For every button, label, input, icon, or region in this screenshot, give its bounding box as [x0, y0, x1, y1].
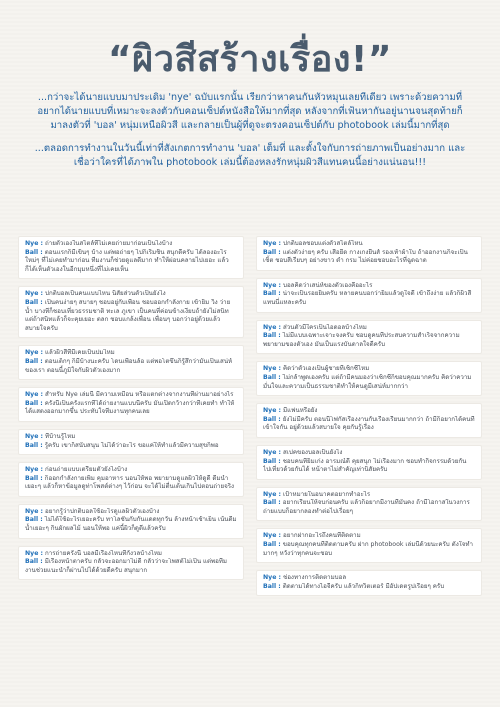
dialogue-text: ตอนแรกก็มีเขินๆ บ้าง แต่พอถ่ายๆ ไปก็เริ่มชิน สนุกดีครับ ได้ลองอะไรใหม่ๆ ที่ไม่เคยทำมาก่อน ทีมงานก็ช่วยดูแลดีมาก ทำให้ผ่อนคลายไปเยอะ แล้วก็ได้เห็นตัวเองในอีกมุมหนึ่งที่ไม่เคยเห็น	[25, 248, 229, 273]
speaker-label: Ball :	[263, 290, 281, 298]
speaker-label: Nye :	[263, 407, 282, 415]
dialogue-text: การถ่ายครั้งนี้ บอลมีเรื่องไหนที่กังวลบ้างไหม	[45, 549, 163, 557]
speaker-label: Nye :	[25, 549, 44, 557]
dialogue-line	[25, 349, 237, 358]
dialogue-text: ครั้งนี้เป็นครั้งแรกที่ได้ถ่ายงานแบบนี้ครับ มันเปิดกว้างกว่าที่เคยทำ ทำให้ได้แสดงออกมากขึ้น ประทับใจทีมงานทุกคนเลย	[25, 399, 235, 416]
speaker-label: Nye :	[25, 507, 44, 515]
dialogue-text: ไม่กล้าพูดเองครับ แต่ถ้ามีคนมองว่าเซ็กซี่ก็ขอบคุณมากครับ คิดว่าความมั่นใจและความเป็นธรรมชาติทำให้คนดูมีเสน่ห์มากกว่า	[263, 373, 472, 390]
speaker-label: Nye :	[25, 391, 44, 399]
speaker-label: Ball :	[25, 357, 43, 365]
dialogue-line	[263, 332, 475, 349]
dialogue-line	[263, 324, 475, 333]
speaker-label: Ball :	[25, 441, 43, 449]
dialogue-text: ก่อนถ่ายแบบเตรียมตัวยังไงบ้าง	[45, 466, 128, 474]
interview-card	[18, 286, 244, 338]
dialogue-line	[25, 358, 237, 375]
dialogue-text: บอลคิดว่าเสน่ห์ของตัวเองคืออะไร	[283, 281, 373, 289]
speaker-label: Nye :	[263, 574, 282, 582]
speaker-label: Nye :	[25, 290, 44, 298]
dialogue-line	[263, 249, 475, 266]
dialogue-line	[25, 299, 237, 333]
dialogue-text: ช่องทางการติดตามบอล	[283, 574, 347, 582]
interview-card	[256, 236, 482, 271]
dialogue-line	[263, 374, 475, 391]
dialogue-text: คิดว่าตัวเองเป็นผู้ชายที่เซ็กซี่ไหม	[283, 365, 370, 373]
speaker-label: Ball :	[263, 457, 281, 465]
dialogue-text: ส่วนตัวมีใครเป็นไอดอลบ้างไหม	[283, 323, 367, 331]
speaker-label: Ball :	[263, 541, 281, 549]
speaker-label: Ball :	[263, 332, 281, 340]
interview-card	[18, 504, 244, 539]
speaker-label: Ball :	[263, 499, 281, 507]
interview-card	[256, 278, 482, 313]
interview-card	[256, 361, 482, 396]
dialogue-text: ติดตามได้ทางไอจีครับ แล้วก็ทวิตเตอร์ มีอัปเดตรูปเรื่อยๆ ครับ	[282, 582, 445, 590]
interview-card	[18, 429, 244, 455]
speaker-label: Ball :	[25, 516, 43, 524]
dialogue-text: ยังไม่มีครับ ตอนนี้โฟกัสเรื่องงานกับเรื่องเรียนมากกว่า ถ้ามีก็อยากได้คนที่เข้าใจกัน อยู่ด้วยแล้วสบายใจ คุยกันรู้เรื่อง	[263, 415, 475, 432]
dialogue-line	[25, 433, 237, 442]
speaker-label: Nye :	[25, 349, 44, 357]
speaker-label: Nye :	[25, 240, 44, 247]
dialogue-text: รู้ครับ เขาก็สนับสนุน ไม่ได้ว่าอะไร ขอแค่ให้ทำแล้วมีความสุขก็พอ	[44, 441, 219, 449]
dialogue-text: สำหรับ Nye เล่มนี้ มีความเหมือน หรือแตกต่างจากงานที่ผ่านมาอย่างไร	[45, 391, 234, 399]
speaker-label: Ball :	[25, 248, 43, 256]
dialogue-line	[25, 290, 237, 299]
dialogue-text: ไม่มีแบบเฉพาะเจาะจงครับ ชอบดูคนที่ประสบความสำเร็จจากความพยายามของตัวเอง มันเป็นแรงบันดาลใจดีครับ	[263, 332, 460, 348]
speaker-label: Nye :	[263, 490, 282, 498]
dialogue-text: สเปคของบอลเป็นยังไง	[283, 448, 343, 456]
speaker-label: Ball :	[25, 399, 43, 407]
speaker-label: Nye :	[263, 448, 282, 456]
dialogue-text: ชอบคนที่ยิ้มเก่ง อารมณ์ดี คุยสนุก ไม่เรื่องมาก ชอบทำกิจกรรมด้วยกัน ไปเที่ยวด้วยกันได้ หน้าตาไม่สำคัญเท่านิสัยครับ	[263, 457, 467, 474]
interview-card	[256, 320, 482, 355]
dialogue-line	[263, 449, 475, 458]
dialogue-text: แล้วผิวสีที่มีเคยเป็นปมไหม	[45, 349, 115, 357]
interview-left-column	[18, 236, 244, 603]
dialogue-text: อยากฝากอะไรถึงคนที่ติดตาม	[283, 532, 361, 540]
dialogue-line	[25, 442, 237, 451]
interview-card	[18, 546, 244, 581]
dialogue-text: อยากเรียนให้จบก่อนครับ แล้วก็อยากมีงานที่มั่นคง ถ้ามีโอกาสในวงการถ่ายแบบก็อยากลองทำต่อไปเรื่อยๆ	[263, 499, 470, 515]
dialogue-text: เป็นคนง่ายๆ สบายๆ ชอบอยู่กับเพื่อน ชอบออกกำลังกาย เข้ายิม วิ่ง ว่ายน้ำ บางทีก็ชอบเที่ยวธรรมชาติ ทะเล ภูเขา เป็นคนที่ค่อนข้างเงียบถ้ายังไม่สนิท แต่ถ้าสนิทแล้วก็จะคุยเยอะ ตลก ชอบแกล้งเพื่อน เพื่อนๆ บอกว่าอยู่ด้วยแล้วสบายใจครับ	[25, 298, 231, 332]
speaker-label: Nye :	[25, 466, 44, 474]
dialogue-line	[25, 508, 237, 517]
dialogue-line	[263, 532, 475, 541]
speaker-label: Nye :	[263, 281, 282, 289]
dialogue-text: มีเรื่องหน้าตาครับ กลัวจะออกมาไม่ดี กลัวว่าจะโพสต์ไม่เป็น แต่พอทีมงานช่วยแนะนำก็ผ่านไปได้ด้วยดีครับ สนุกมาก	[25, 558, 227, 574]
dialogue-line	[263, 290, 475, 307]
interview-card	[18, 236, 244, 279]
dialogue-text: น่าจะเป็นรอยยิ้มครับ หลายคนบอกว่ายิ้มแล้วดูใจดี เข้าถึงง่าย แล้วก็ผิวสีแทนนี่แหละครับ	[263, 290, 472, 306]
dialogue-text: ก็ออกกำลังกายเพิ่ม คุมอาหาร นอนให้พอ พยายามดูแลผิวให้ดูดี ดื่มน้ำเยอะๆ แล้วก็หาข้อมูลดูท่าโพสต์ต่างๆ ไว้ก่อน จะได้ไม่ตื่นเต้นเกินไปตอนถ่ายจริง	[25, 474, 235, 491]
speaker-label: Nye :	[263, 323, 282, 331]
dialogue-line	[263, 282, 475, 291]
dialogue-line	[25, 400, 237, 417]
interview-right-column	[256, 236, 482, 603]
dialogue-line	[263, 407, 475, 416]
dialogue-line	[25, 391, 237, 400]
dialogue-text: เป้าหมายในอนาคตอยากทำอะไร	[283, 490, 371, 498]
dialogue-line	[25, 550, 237, 559]
dialogue-line	[263, 583, 475, 592]
dialogue-line	[263, 416, 475, 433]
dialogue-line	[263, 365, 475, 374]
dialogue-line	[263, 574, 475, 583]
interview-card	[256, 445, 482, 480]
speaker-label: Nye :	[263, 532, 282, 540]
dialogue-line	[263, 240, 475, 249]
speaker-label: Ball :	[263, 582, 281, 590]
interview-columns	[18, 236, 482, 603]
interview-card	[256, 487, 482, 522]
dialogue-line	[25, 466, 237, 475]
dialogue-text: แต่งตัวง่ายๆ ครับ เสื้อยืด กางเกงยีนส์ รองเท้าผ้าใบ ถ้าออกงานก็จะเป็นเชิ้ต ชอบสีเรียบๆ อย่างขาว ดำ กรม ไม่ค่อยชอบอะไรที่ฉูดฉาด	[263, 248, 468, 265]
dialogue-line	[263, 458, 475, 475]
dialogue-text: มีแฟนหรือยัง	[283, 407, 318, 415]
dialogue-text: ปกติบอลชอบแต่งตัวสไตล์ไหน	[283, 240, 363, 247]
dialogue-text: ขอบคุณทุกคนที่ติดตามครับ ฝาก photobook เล่มนี้ด้วยนะครับ ตั้งใจทำมากๆ หวังว่าทุกคนจะชอบ	[263, 541, 473, 557]
interview-card	[256, 403, 482, 438]
dialogue-text: ที่บ้านรู้ไหม	[45, 432, 76, 440]
intro-paragraph-2: ...ตลอดการทำงานในวันนี้เท่าที่สังเกตการทำงาน 'บอล' เต็มที่ และตั้งใจกับการถ่ายภาพเป็นอย่างมาก และเชื่อว่าใครที่ได้ภาพใน photobook เล่มนี้ต้องหลงรักหนุ่มผิวสีแทนคนนี้อย่างแน่นอน!!!	[34, 143, 466, 168]
dialogue-text: ถ่ายตัวเองในสไตล์ที่ไม่เคยถ่ายมาก่อนเป็นไงบ้าง	[45, 240, 173, 247]
speaker-label: Ball :	[25, 558, 43, 566]
speaker-label: Nye :	[263, 365, 282, 373]
dialogue-line	[25, 516, 237, 533]
intro-paragraph-1: ...กว่าจะได้นายแบบมาประเดิม 'nye' ฉบับแรกนั้น เรียกว่าหาคนกันหัวหมุนเลยทีเดียว เพราะด้วยความที่อยากได้นายแบบที่เหมาะจะลงตัวกับคอนเซ็ปต์หนังสือให้มากที่สุด หลังจากที่เฟ้นหากันอยู่นานจนสุดท้ายก็มาลงตัวที่ 'บอล' หนุ่มเหนือผิวสี และกลายเป็นผู้ที่ดูจะตรงคอนเซ็ปต์กับ photobook เล่มนี้มากที่สุด	[37, 92, 463, 131]
page-title: “ผิวสีสร้างเรื่อง!”	[108, 39, 392, 80]
speaker-label: Nye :	[263, 240, 282, 247]
speaker-label: Ball :	[263, 373, 281, 381]
dialogue-line	[263, 541, 475, 558]
dialogue-line	[25, 240, 237, 249]
speaker-label: Ball :	[25, 474, 43, 482]
interview-card	[18, 387, 244, 422]
dialogue-line	[263, 499, 475, 516]
dialogue-line	[25, 558, 237, 575]
dialogue-line	[25, 249, 237, 275]
interview-card	[18, 462, 244, 497]
dialogue-text: อยากรู้ว่าปกติบอลใช้อะไรดูแลผิวตัวเองบ้าง	[45, 507, 160, 515]
interview-card	[18, 345, 244, 380]
dialogue-line	[25, 475, 237, 492]
dialogue-text: ปกติบอลเป็นคนแบบไหน นิสัยส่วนตัวเป็นยังไง	[45, 290, 166, 298]
speaker-label: Ball :	[263, 415, 281, 423]
speaker-label: Ball :	[25, 298, 43, 306]
interview-card	[256, 570, 482, 596]
interview-card	[256, 528, 482, 563]
dialogue-text: ไม่ได้ใช้อะไรเยอะครับ ทาโลชั่นกับกันแดดทุกวัน ล้างหน้าเช้าเย็น เน้นดื่มน้ำเยอะๆ กินผักผลไม้ นอนให้พอ แค่นี้ผิวก็ดูดีแล้วครับ	[25, 516, 237, 533]
dialogue-line	[263, 491, 475, 500]
speaker-label: Ball :	[263, 248, 281, 256]
speaker-label: Nye :	[25, 432, 44, 440]
dialogue-text: ตอนเด็กๆ ก็มีบ้างนะครับ โดนเพื่อนล้อ แต่พอโตขึ้นก็รู้สึกว่ามันเป็นเสน่ห์ของเรา ตอนนี้ภูมิใจกับผิวตัวเองมาก	[25, 357, 233, 374]
